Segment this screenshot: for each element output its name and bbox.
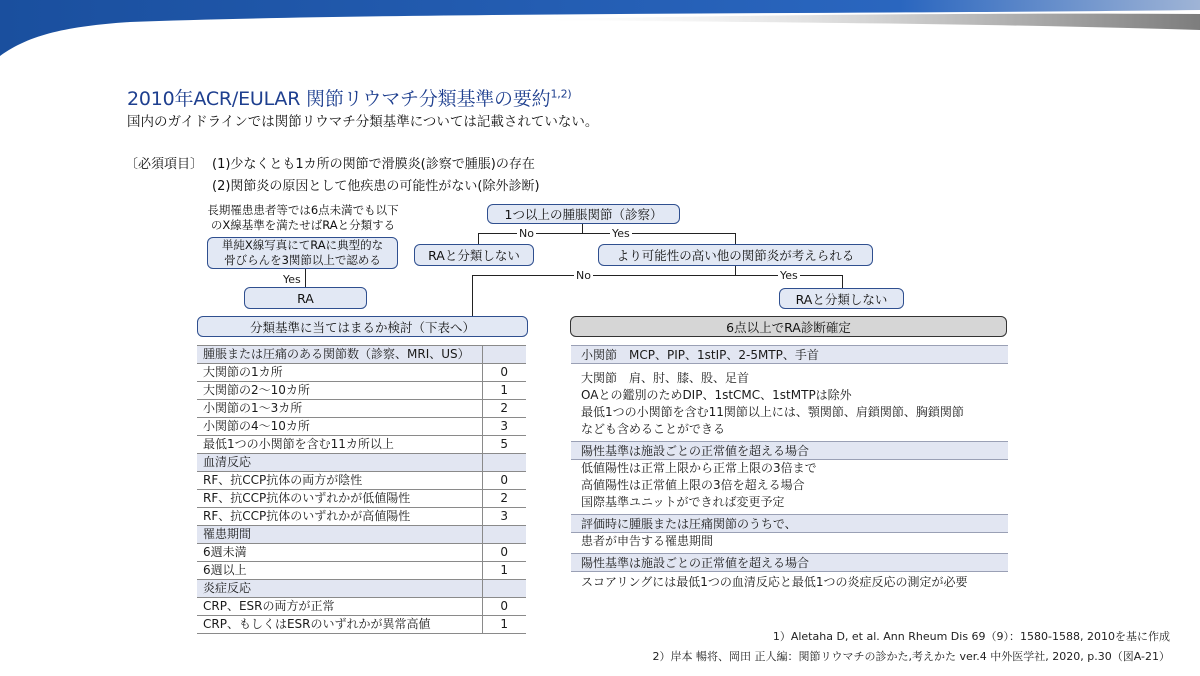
note-line: スコアリングには最低1つの血清反応と最低1つの炎症反応の測定が必要 (581, 575, 968, 589)
points-cell (482, 346, 526, 364)
points-cell: 2 (482, 490, 526, 508)
points-cell: 0 (482, 598, 526, 616)
other-disease-node: より可能性の高い他の関節炎が考えられる (598, 244, 873, 266)
category-label: 罹患期間 (197, 526, 482, 544)
check-criteria-node: 分類基準に当てはまるか検討（下表へ） (197, 316, 528, 337)
criterion-label: CRP、もしくはESRのいずれかが異常高値 (197, 616, 482, 634)
points-cell: 5 (482, 436, 526, 454)
category-label: 血清反応 (197, 454, 482, 472)
required-item-2: (2)関節炎の原因として他疾患の可能性がない(除外診断) (212, 179, 540, 194)
criterion-label: 6週以上 (197, 562, 482, 580)
required-item-1: (1)少なくとも1カ所の関節で滑膜炎(診察で腫脹)の存在 (212, 157, 535, 172)
table-row (197, 418, 526, 436)
table-row (197, 400, 526, 418)
criterion-label: RF、抗CCP抗体の両方が陰性 (197, 472, 482, 490)
xray-criteria-node: 単純X線写真にてRAに典型的な 骨びらんを3関節以上で認める (207, 237, 398, 269)
table-category-row (197, 526, 526, 544)
table-row (197, 544, 526, 562)
note-line: 最低1つの小関節を含む11関節以上には、顎関節、肩鎖関節、胸鎖関節 (581, 405, 964, 419)
note-line: 国際基準ユニットができれば変更予定 (581, 495, 785, 509)
points-cell: 2 (482, 400, 526, 418)
note-line: 患者が申告する罹患期間 (581, 534, 714, 548)
edge-label-yes: Yes (780, 269, 798, 282)
note-line: 低値陽性は正常上限から正常上限の3倍まで (581, 461, 817, 475)
note-line: OAとの鑑別のためDIP、1stCMC、1stMTPは除外 (581, 388, 852, 402)
table-row (197, 598, 526, 616)
note-header: 小関節 MCP、PIP、1stIP、2-5MTP、手首 (571, 345, 1008, 364)
diagnosis-node: 6点以上でRA診断確定 (570, 316, 1007, 337)
criterion-label: RF、抗CCP抗体のいずれかが高値陽性 (197, 508, 482, 526)
criterion-label: 大関節の2～10カ所 (197, 382, 482, 400)
table-row (197, 508, 526, 526)
points-cell: 3 (482, 508, 526, 526)
table-row (197, 472, 526, 490)
table-row (197, 562, 526, 580)
table-row (197, 490, 526, 508)
points-cell: 1 (482, 382, 526, 400)
note-line: 高値陽性は正常値上限の3倍を超える場合 (581, 478, 805, 492)
criterion-label: 6週未満 (197, 544, 482, 562)
table-row (197, 364, 526, 382)
table-row (197, 382, 526, 400)
note-header: 陽性基準は施設ごとの正常値を超える場合 (571, 553, 1008, 572)
page-subtitle: 国内のガイドラインでは関節リウマチ分類基準については記載されていない。 (127, 114, 599, 130)
points-cell: 1 (482, 616, 526, 634)
points-cell: 0 (482, 364, 526, 382)
header-band (0, 0, 1200, 60)
points-cell (482, 454, 526, 472)
points-cell (482, 526, 526, 544)
ra-node: RA (244, 287, 367, 309)
table-category-row (197, 580, 526, 598)
criterion-label: 大関節の1カ所 (197, 364, 482, 382)
criterion-label: 小関節の1～3カ所 (197, 400, 482, 418)
reference-2: 2）岸本 暢将、岡田 正人編：関節リウマチの診かた,考えかた ver.4 中外医学社, 2020, p.30（図A-21） (652, 650, 1170, 663)
category-label: 炎症反応 (197, 580, 482, 598)
table-row (197, 436, 526, 454)
points-cell: 1 (482, 562, 526, 580)
edge-label-no: No (576, 269, 591, 282)
title-reference: 1,2) (550, 87, 572, 101)
criterion-label: 小関節の4～10カ所 (197, 418, 482, 436)
criteria-notes (571, 345, 1008, 591)
note-line: 大関節 肩、肘、膝、股、足首 (581, 371, 750, 385)
table-row (197, 616, 526, 634)
reference-1: 1）Aletaha D, et al. Ann Rheum Dis 69（9）：1580-1588, 2010を基に作成 (772, 630, 1170, 643)
note-header: 評価時に腫脹または圧痛関節のうちで、 (571, 514, 1008, 533)
page-title: 2010年ACR/EULAR 関節リウマチ分類基準の要約$^{1,2)}$ (127, 87, 572, 110)
edge-label-no: No (519, 227, 534, 240)
criterion-label: 最低1つの小関節を含む11カ所以上 (197, 436, 482, 454)
edge-label-yes: Yes (283, 273, 301, 286)
edge-label-yes: Yes (612, 227, 630, 240)
points-cell: 0 (482, 544, 526, 562)
required-items-label: 〔必須項目〕 (125, 157, 204, 172)
note-line: なども含めることができる (581, 422, 726, 436)
table-category-row (197, 346, 526, 364)
points-cell: 3 (482, 418, 526, 436)
table-category-row (197, 454, 526, 472)
points-cell (482, 580, 526, 598)
long-term-patient-note: 長期罹患患者等では6点未満でも以下 のX線基準を満たせばRAと分類する (207, 203, 399, 232)
note-header: 陽性基準は施設ごとの正常値を超える場合 (571, 441, 1008, 460)
not-ra-node: RAと分類しない (779, 288, 904, 309)
criterion-label: RF、抗CCP抗体のいずれかが低値陽性 (197, 490, 482, 508)
criterion-label: CRP、ESRの両方が正常 (197, 598, 482, 616)
start-node: 1つ以上の腫脹関節（診察） (487, 204, 680, 224)
not-ra-node: RAと分類しない (414, 244, 534, 266)
score-table (197, 345, 526, 634)
points-cell: 0 (482, 472, 526, 490)
category-label: 腫脹または圧痛のある関節数（診察、MRI、US） (197, 346, 482, 364)
